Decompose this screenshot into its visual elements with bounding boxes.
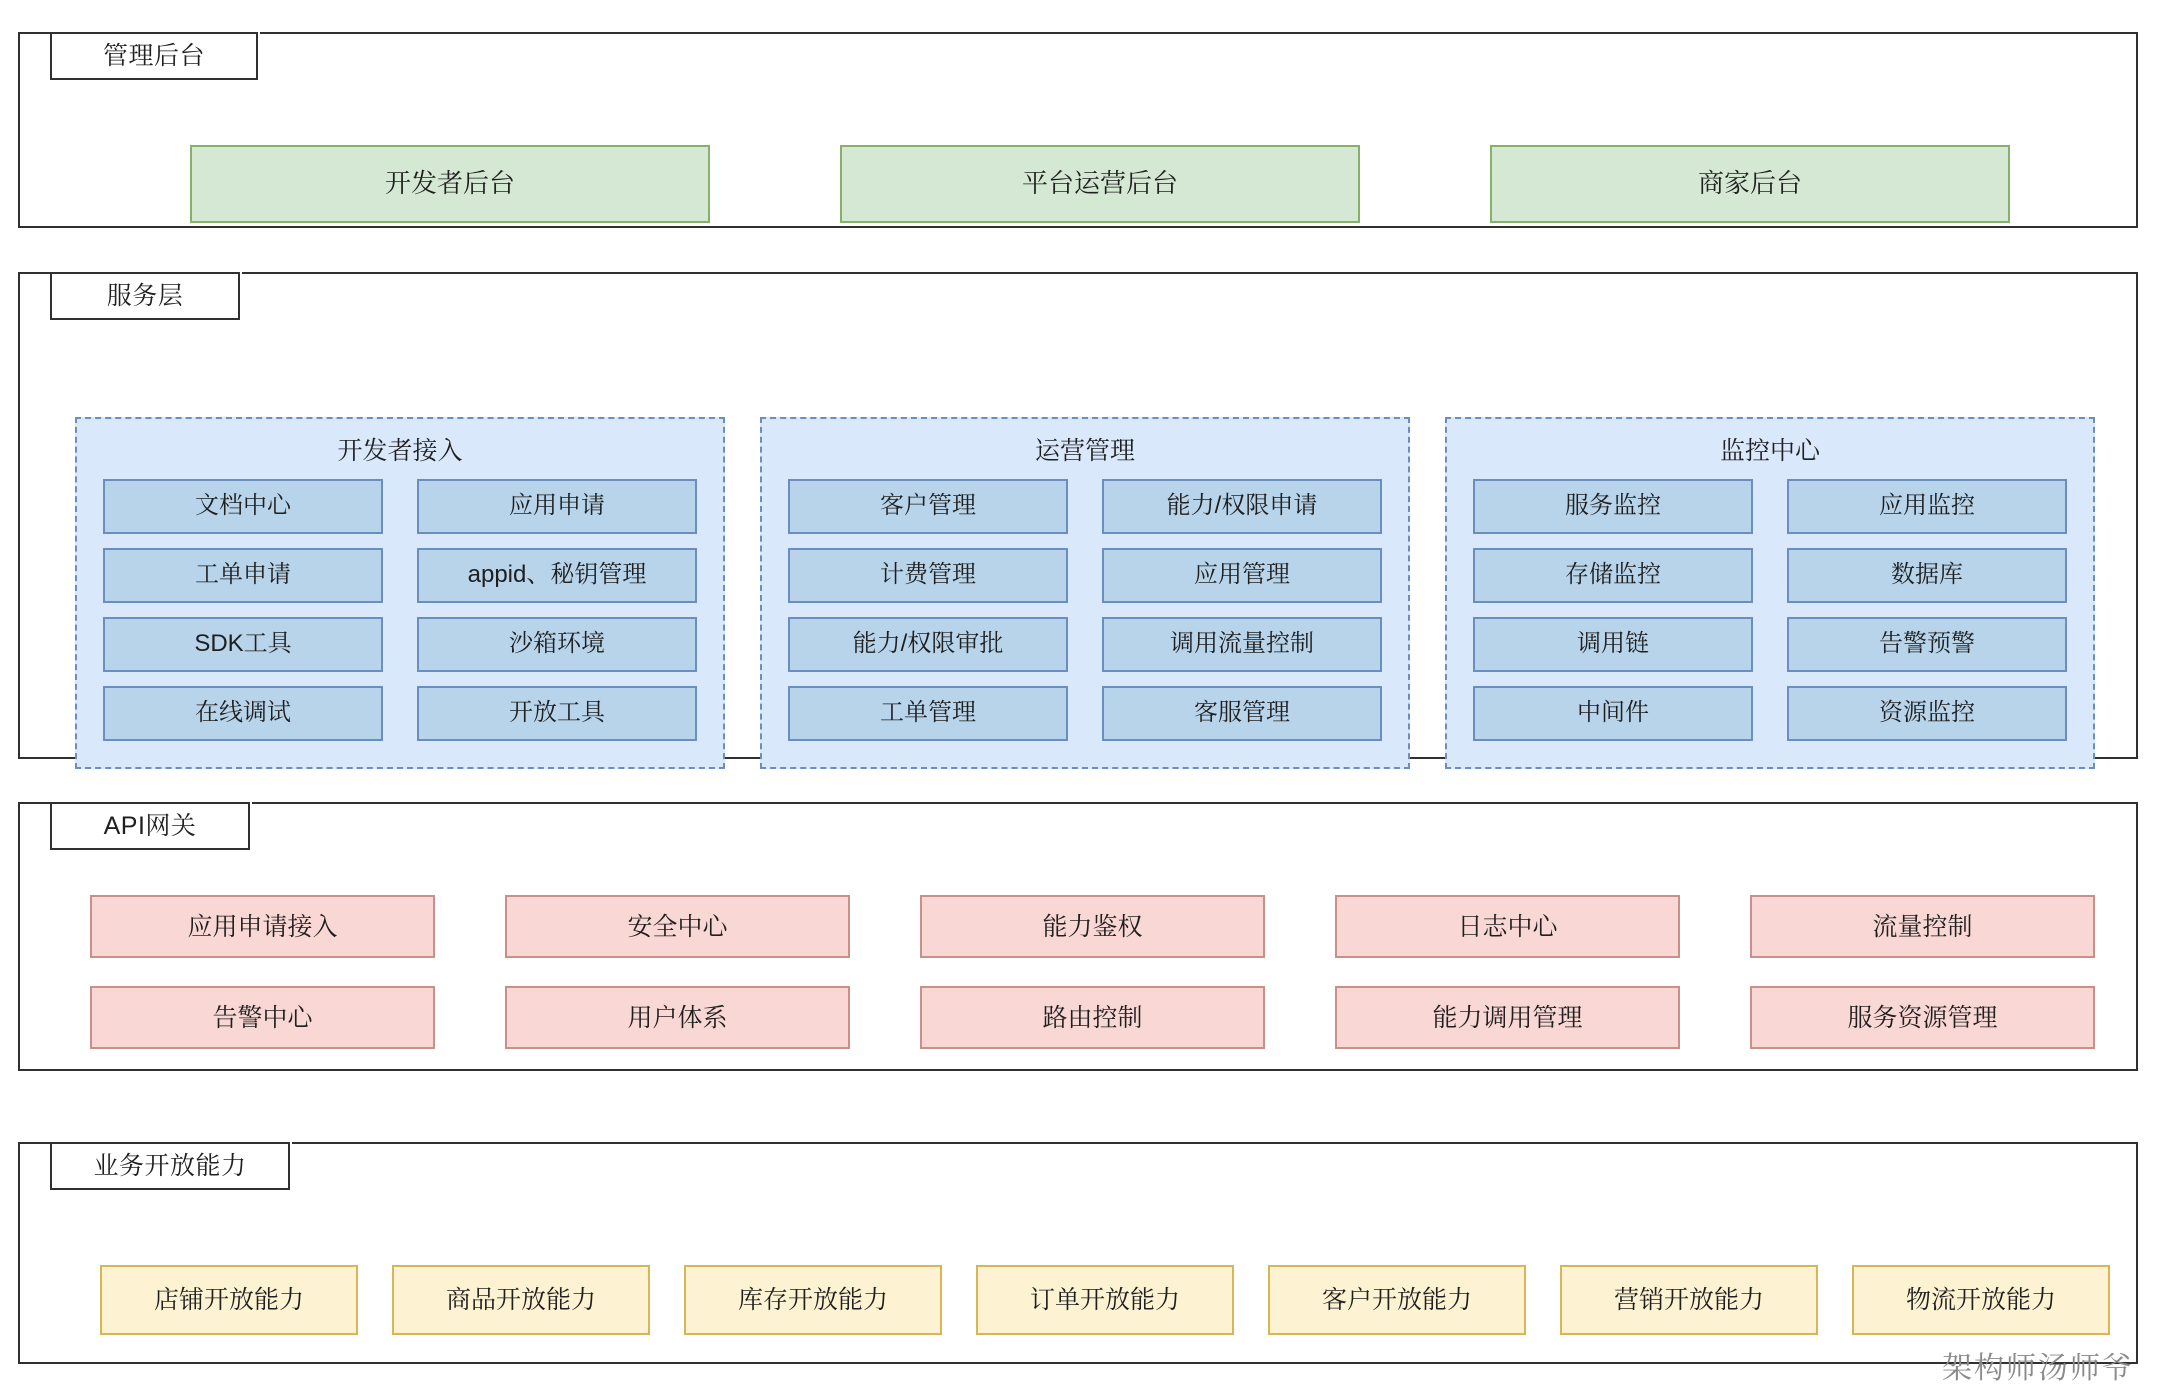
gateway-item-user-system-label: 用户体系 — [627, 1003, 728, 1032]
capability-item-marketing[interactable] — [1560, 1265, 1818, 1335]
gateway-item-traffic-control[interactable] — [1750, 895, 2095, 958]
admin-item-merchant[interactable] — [1490, 145, 2010, 223]
gateway-item-route-control-label: 路由控制 — [1042, 1003, 1143, 1032]
service-item-app-monitor-label: 应用监控 — [1879, 492, 1975, 520]
gateway-item-log-center-label: 日志中心 — [1457, 912, 1558, 941]
section-capability-body — [20, 1192, 2136, 1362]
gateway-item-user-system[interactable] — [505, 986, 850, 1049]
section-gateway-label: API网关 — [50, 802, 250, 850]
gateway-item-capability-call-mgmt[interactable] — [1335, 986, 1680, 1049]
service-item-ticket-mgmt-label: 工单管理 — [880, 699, 976, 727]
service-item-call-chain[interactable] — [1473, 617, 1753, 672]
capability-item-shop[interactable] — [100, 1265, 358, 1335]
service-item-resource-monitor[interactable] — [1787, 686, 2067, 741]
gateway-item-alarm-center[interactable] — [90, 986, 435, 1049]
capability-item-inventory-label: 库存开放能力 — [737, 1286, 888, 1314]
service-item-online-debug-label: 在线调试 — [195, 699, 291, 727]
service-item-ticket-apply-label: 工单申请 — [195, 561, 291, 589]
gateway-item-capability-auth[interactable] — [920, 895, 1265, 958]
capability-item-customer-label: 客户开放能力 — [1321, 1286, 1472, 1314]
gateway-item-security-center[interactable] — [505, 895, 850, 958]
gateway-item-capability-call-mgmt-label: 能力调用管理 — [1432, 1003, 1583, 1032]
admin-item-merchant-label: 商家后台 — [1697, 168, 1802, 199]
service-item-call-traffic-control-label: 调用流量控制 — [1170, 630, 1314, 658]
service-item-service-mgmt[interactable] — [1102, 686, 1382, 741]
service-item-online-debug[interactable] — [103, 686, 383, 741]
service-item-open-tool-label: 开放工具 — [509, 699, 605, 727]
service-item-appid-key-label: appid、秘钥管理 — [467, 561, 647, 589]
service-item-resource-monitor-label: 资源监控 — [1879, 699, 1975, 727]
service-item-capability-approve-label: 能力/权限审批 — [852, 630, 1004, 658]
gateway-item-route-control[interactable] — [920, 986, 1265, 1049]
service-item-database[interactable] — [1787, 548, 2067, 603]
watermark: 架构师汤师爷 — [1942, 1351, 2134, 1386]
gateway-item-app-apply-access[interactable] — [90, 895, 435, 958]
service-item-capability-approve[interactable] — [788, 617, 1068, 672]
gateway-item-alarm-center-label: 告警中心 — [212, 1003, 313, 1032]
service-item-appid-key[interactable] — [417, 548, 697, 603]
service-group-monitor-title: 监控中心 — [1719, 437, 1820, 465]
section-gateway-body — [20, 852, 2136, 1069]
section-capability — [18, 1142, 2138, 1364]
admin-item-platform-label: 平台运营后台 — [1021, 168, 1178, 199]
service-item-service-mgmt-label: 客服管理 — [1194, 699, 1290, 727]
admin-item-developer-label: 开发者后台 — [384, 168, 515, 199]
gateway-item-app-apply-access-label: 应用申请接入 — [187, 912, 338, 941]
admin-item-developer[interactable] — [190, 145, 710, 223]
gateway-item-security-center-label: 安全中心 — [627, 912, 728, 941]
service-item-ticket-mgmt[interactable] — [788, 686, 1068, 741]
service-item-billing-mgmt[interactable] — [788, 548, 1068, 603]
service-item-capability-apply[interactable] — [1102, 479, 1382, 534]
gateway-item-traffic-control-label: 流量控制 — [1872, 912, 1973, 941]
section-admin-label: 管理后台 — [50, 32, 258, 80]
service-item-storage-monitor-label: 存储监控 — [1565, 561, 1661, 589]
service-item-sdk-tool-label: SDK工具 — [194, 630, 292, 658]
gateway-item-log-center[interactable] — [1335, 895, 1680, 958]
service-item-billing-mgmt-label: 计费管理 — [880, 561, 976, 589]
capability-item-inventory[interactable] — [684, 1265, 942, 1335]
capability-item-shop-label: 店铺开放能力 — [153, 1286, 304, 1314]
service-item-customer-mgmt-label: 客户管理 — [880, 492, 976, 520]
service-item-service-monitor-label: 服务监控 — [1565, 492, 1661, 520]
service-item-customer-mgmt[interactable] — [788, 479, 1068, 534]
gateway-item-service-resource-mgmt-label: 服务资源管理 — [1847, 1003, 1998, 1032]
service-item-app-mgmt-label: 应用管理 — [1194, 561, 1290, 589]
service-item-sandbox-label: 沙箱环境 — [509, 630, 605, 658]
section-admin — [18, 32, 2138, 228]
capability-item-logistics[interactable] — [1852, 1265, 2110, 1335]
admin-item-platform[interactable] — [840, 145, 1360, 223]
service-group-monitor — [1445, 417, 2095, 769]
service-item-storage-monitor[interactable] — [1473, 548, 1753, 603]
service-item-middleware[interactable] — [1473, 686, 1753, 741]
service-item-app-apply[interactable] — [417, 479, 697, 534]
section-capability-label: 业务开放能力 — [50, 1142, 290, 1190]
capability-item-customer[interactable] — [1268, 1265, 1526, 1335]
service-item-sandbox[interactable] — [417, 617, 697, 672]
service-group-developer-access-title: 开发者接入 — [337, 437, 463, 465]
capability-item-product[interactable] — [392, 1265, 650, 1335]
service-item-doc-center[interactable] — [103, 479, 383, 534]
service-item-open-tool[interactable] — [417, 686, 697, 741]
section-gateway — [18, 802, 2138, 1071]
section-admin-body — [20, 82, 2136, 226]
service-group-operation-title: 运营管理 — [1034, 437, 1135, 465]
capability-item-marketing-label: 营销开放能力 — [1613, 1286, 1764, 1314]
capability-item-order-label: 订单开放能力 — [1029, 1286, 1180, 1314]
capability-item-order[interactable] — [976, 1265, 1234, 1335]
service-item-call-chain-label: 调用链 — [1577, 630, 1649, 658]
service-item-ticket-apply[interactable] — [103, 548, 383, 603]
section-service-label: 服务层 — [50, 272, 240, 320]
service-item-service-monitor[interactable] — [1473, 479, 1753, 534]
service-item-alarm-warning-label: 告警预警 — [1879, 630, 1975, 658]
capability-item-logistics-label: 物流开放能力 — [1905, 1286, 2056, 1314]
service-item-app-apply-label: 应用申请 — [509, 492, 605, 520]
service-item-app-mgmt[interactable] — [1102, 548, 1382, 603]
gateway-item-capability-auth-label: 能力鉴权 — [1042, 912, 1143, 941]
service-group-operation — [760, 417, 1410, 769]
section-service — [18, 272, 2138, 759]
gateway-item-service-resource-mgmt[interactable] — [1750, 986, 2095, 1049]
capability-item-product-label: 商品开放能力 — [445, 1286, 596, 1314]
service-item-app-monitor[interactable] — [1787, 479, 2067, 534]
service-item-alarm-warning[interactable] — [1787, 617, 2067, 672]
service-item-database-label: 数据库 — [1891, 561, 1963, 589]
service-group-developer-access — [75, 417, 725, 769]
service-item-capability-apply-label: 能力/权限申请 — [1166, 492, 1318, 520]
service-item-call-traffic-control[interactable] — [1102, 617, 1382, 672]
service-item-doc-center-label: 文档中心 — [195, 492, 291, 520]
service-item-middleware-label: 中间件 — [1577, 699, 1649, 727]
section-service-body — [20, 322, 2136, 757]
service-item-sdk-tool[interactable] — [103, 617, 383, 672]
